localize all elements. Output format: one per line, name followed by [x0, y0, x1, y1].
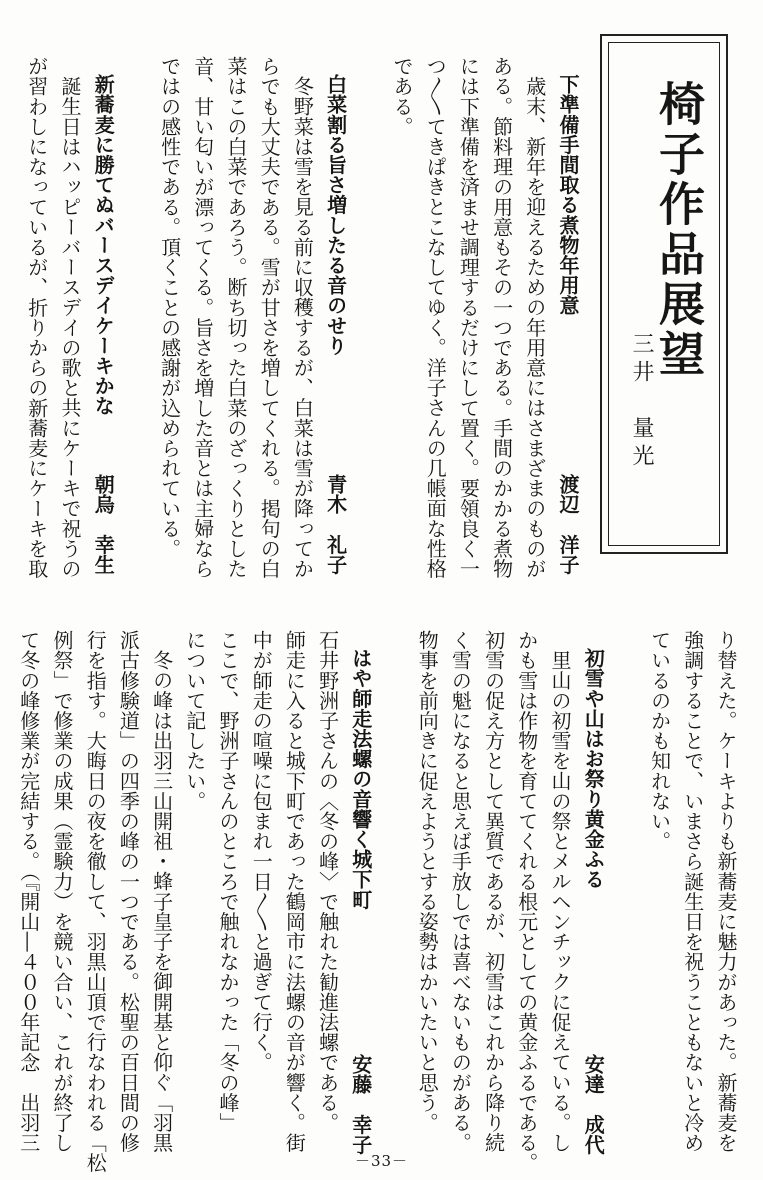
haiku-heading — [91, 74, 116, 575]
body-text-column — [157, 56, 182, 559]
body-text: 誕生日はハッピーバースデイの歌と共にケーキで祝うの — [58, 76, 82, 579]
body-text: には下準備を済ませ調理するだけにして置く。要領良く一 — [456, 56, 481, 579]
body-text-column — [24, 56, 49, 579]
body-text: 強調することで、いまさら誕生日を祝うこともないと冷め — [680, 630, 705, 1153]
body-text-column — [647, 630, 672, 1140]
body-text-column — [249, 630, 274, 1140]
body-text: 菜はこの白菜であろう。断ち切った白菜のざっくりとした — [224, 56, 248, 579]
body-text-column — [149, 650, 174, 1160]
body-text-column — [116, 630, 141, 1153]
haiku-author: 安藤 幸子 — [348, 1054, 373, 1155]
body-text: 音、甘い匂いが漂ってくる。旨さを増した音とは主婦なら — [190, 56, 215, 579]
haiku-text: はや師走法螺の音響く城下町 — [348, 648, 373, 910]
body-text: く雪の魁になると思えば手放しでは喜べないものがある。 — [448, 630, 473, 1153]
body-text: て冬の峰修業が完結する。（『開山―４００年記念 出羽三 — [16, 630, 41, 1153]
body-text: 石井野洲子さんの〈冬の峰〉で触れた勧進法螺である。 — [315, 630, 340, 1133]
body-text: ているのかも知れない。 — [647, 630, 672, 852]
article-byline: 三井 量光 — [629, 332, 654, 472]
haiku-author: 渡辺 洋子 — [556, 474, 580, 575]
body-text: ではの感性である。頂くことの感謝が込められている。 — [157, 56, 182, 559]
haiku-text: 白菜割る旨さ増したる音のせり — [323, 74, 348, 356]
body-text: かも雪は作物を育ててくれる根元としての黄金ふるである。 — [514, 630, 539, 1173]
body-text: が習わしになっているが、折りからの新蕎麦にケーキを取 — [24, 56, 49, 579]
body-text-column — [522, 76, 547, 579]
body-text: らでも大丈夫である。雪が甘さを増してくれる。掲句の白 — [257, 56, 282, 579]
body-text-column — [182, 630, 207, 1140]
body-text: 初雪の促え方として異質であるが、初雪はこれから降り続 — [481, 630, 506, 1153]
page-number: －33－ — [354, 1152, 409, 1170]
body-text-column — [16, 630, 41, 1153]
body-text-column — [481, 630, 506, 1153]
body-text-column — [392, 56, 412, 556]
body-text: 例祭」で修業の成果（霊験力）を競い合い、これが終了し — [50, 630, 74, 1153]
body-text-column — [58, 76, 82, 579]
body-text-column — [423, 56, 448, 579]
haiku-heading — [348, 648, 373, 1158]
body-text-column — [83, 630, 108, 1173]
body-text: である。 — [390, 56, 414, 137]
haiku-text: 新蕎麦に勝てぬバースデイケーキかな — [91, 74, 116, 416]
body-text: 里山の初雪を山の祭とメルヘンチックに促えている。し — [548, 650, 572, 1153]
body-text-column — [290, 76, 315, 579]
body-text: について記したい。 — [182, 630, 207, 811]
haiku-heading — [558, 74, 578, 574]
body-text: 歳末、新年を迎えるための年用意にはさまざまのものが — [522, 76, 547, 579]
body-text-column — [714, 630, 738, 1153]
haiku-author: 安達 成代 — [581, 1054, 606, 1155]
haiku-text: 下準備手間取る煮物年用意 — [556, 74, 580, 316]
body-text: 冬の峰は出羽三山開祖・蜂子皇子を御開基と仰ぐ「羽黒 — [149, 650, 174, 1153]
body-text: 物事を前向きに促えようとする姿勢はかいたいと思う。 — [415, 630, 440, 1133]
body-text: 師走に入ると城下町であった鶴岡市に法螺の音が響く。街 — [282, 630, 307, 1153]
haiku-text: 初雪や山はお祭り黄金ふる — [581, 648, 606, 890]
haiku-heading — [323, 74, 348, 575]
body-text-column — [50, 630, 74, 1153]
body-text-column — [257, 56, 282, 579]
body-text-column — [489, 56, 514, 579]
body-text-column — [448, 630, 473, 1153]
body-text: 冬野菜は雪を見る前に収穫するが、白菜は雪が降ってか — [290, 76, 315, 579]
body-text: 派古修験道」の四季の峰の一つである。松聖の百日間の修 — [116, 630, 141, 1153]
body-text: 行を指す。大晦日の夜を徹して、羽黒山頂で行なわれる「松 — [83, 630, 108, 1173]
body-text: り替えた。ケーキよりも新蕎麦に魅力があった。新蕎麦を — [714, 630, 738, 1153]
haiku-heading — [581, 648, 606, 1158]
body-text: ここで、野洲子さんのところで触れなかった「冬の峰」 — [216, 630, 240, 1133]
body-text-column — [415, 630, 440, 1140]
body-text-column — [680, 630, 705, 1153]
body-text-column — [224, 56, 248, 579]
haiku-author: 青木 礼子 — [323, 474, 348, 575]
body-text-column — [315, 630, 340, 1140]
body-text: 中が師走の喧噪に包まれ一日〳〵と過ぎて行く。 — [249, 630, 274, 1073]
haiku-author: 朝烏 幸生 — [91, 474, 116, 575]
article-title: 椅子作品展望 — [652, 80, 706, 380]
body-text-column — [190, 56, 215, 579]
body-text-column — [218, 630, 238, 1140]
body-text-column — [514, 630, 539, 1173]
body-text-column — [456, 56, 481, 579]
body-text-column — [282, 630, 307, 1153]
body-text: ある。節料理の用意もその一つである。手間のかかる煮物 — [489, 56, 514, 579]
body-text-column — [550, 650, 570, 1160]
body-text: つ〳〵てきぱきとこなしてゆく。洋子さんの几帳面な性格 — [423, 56, 448, 579]
